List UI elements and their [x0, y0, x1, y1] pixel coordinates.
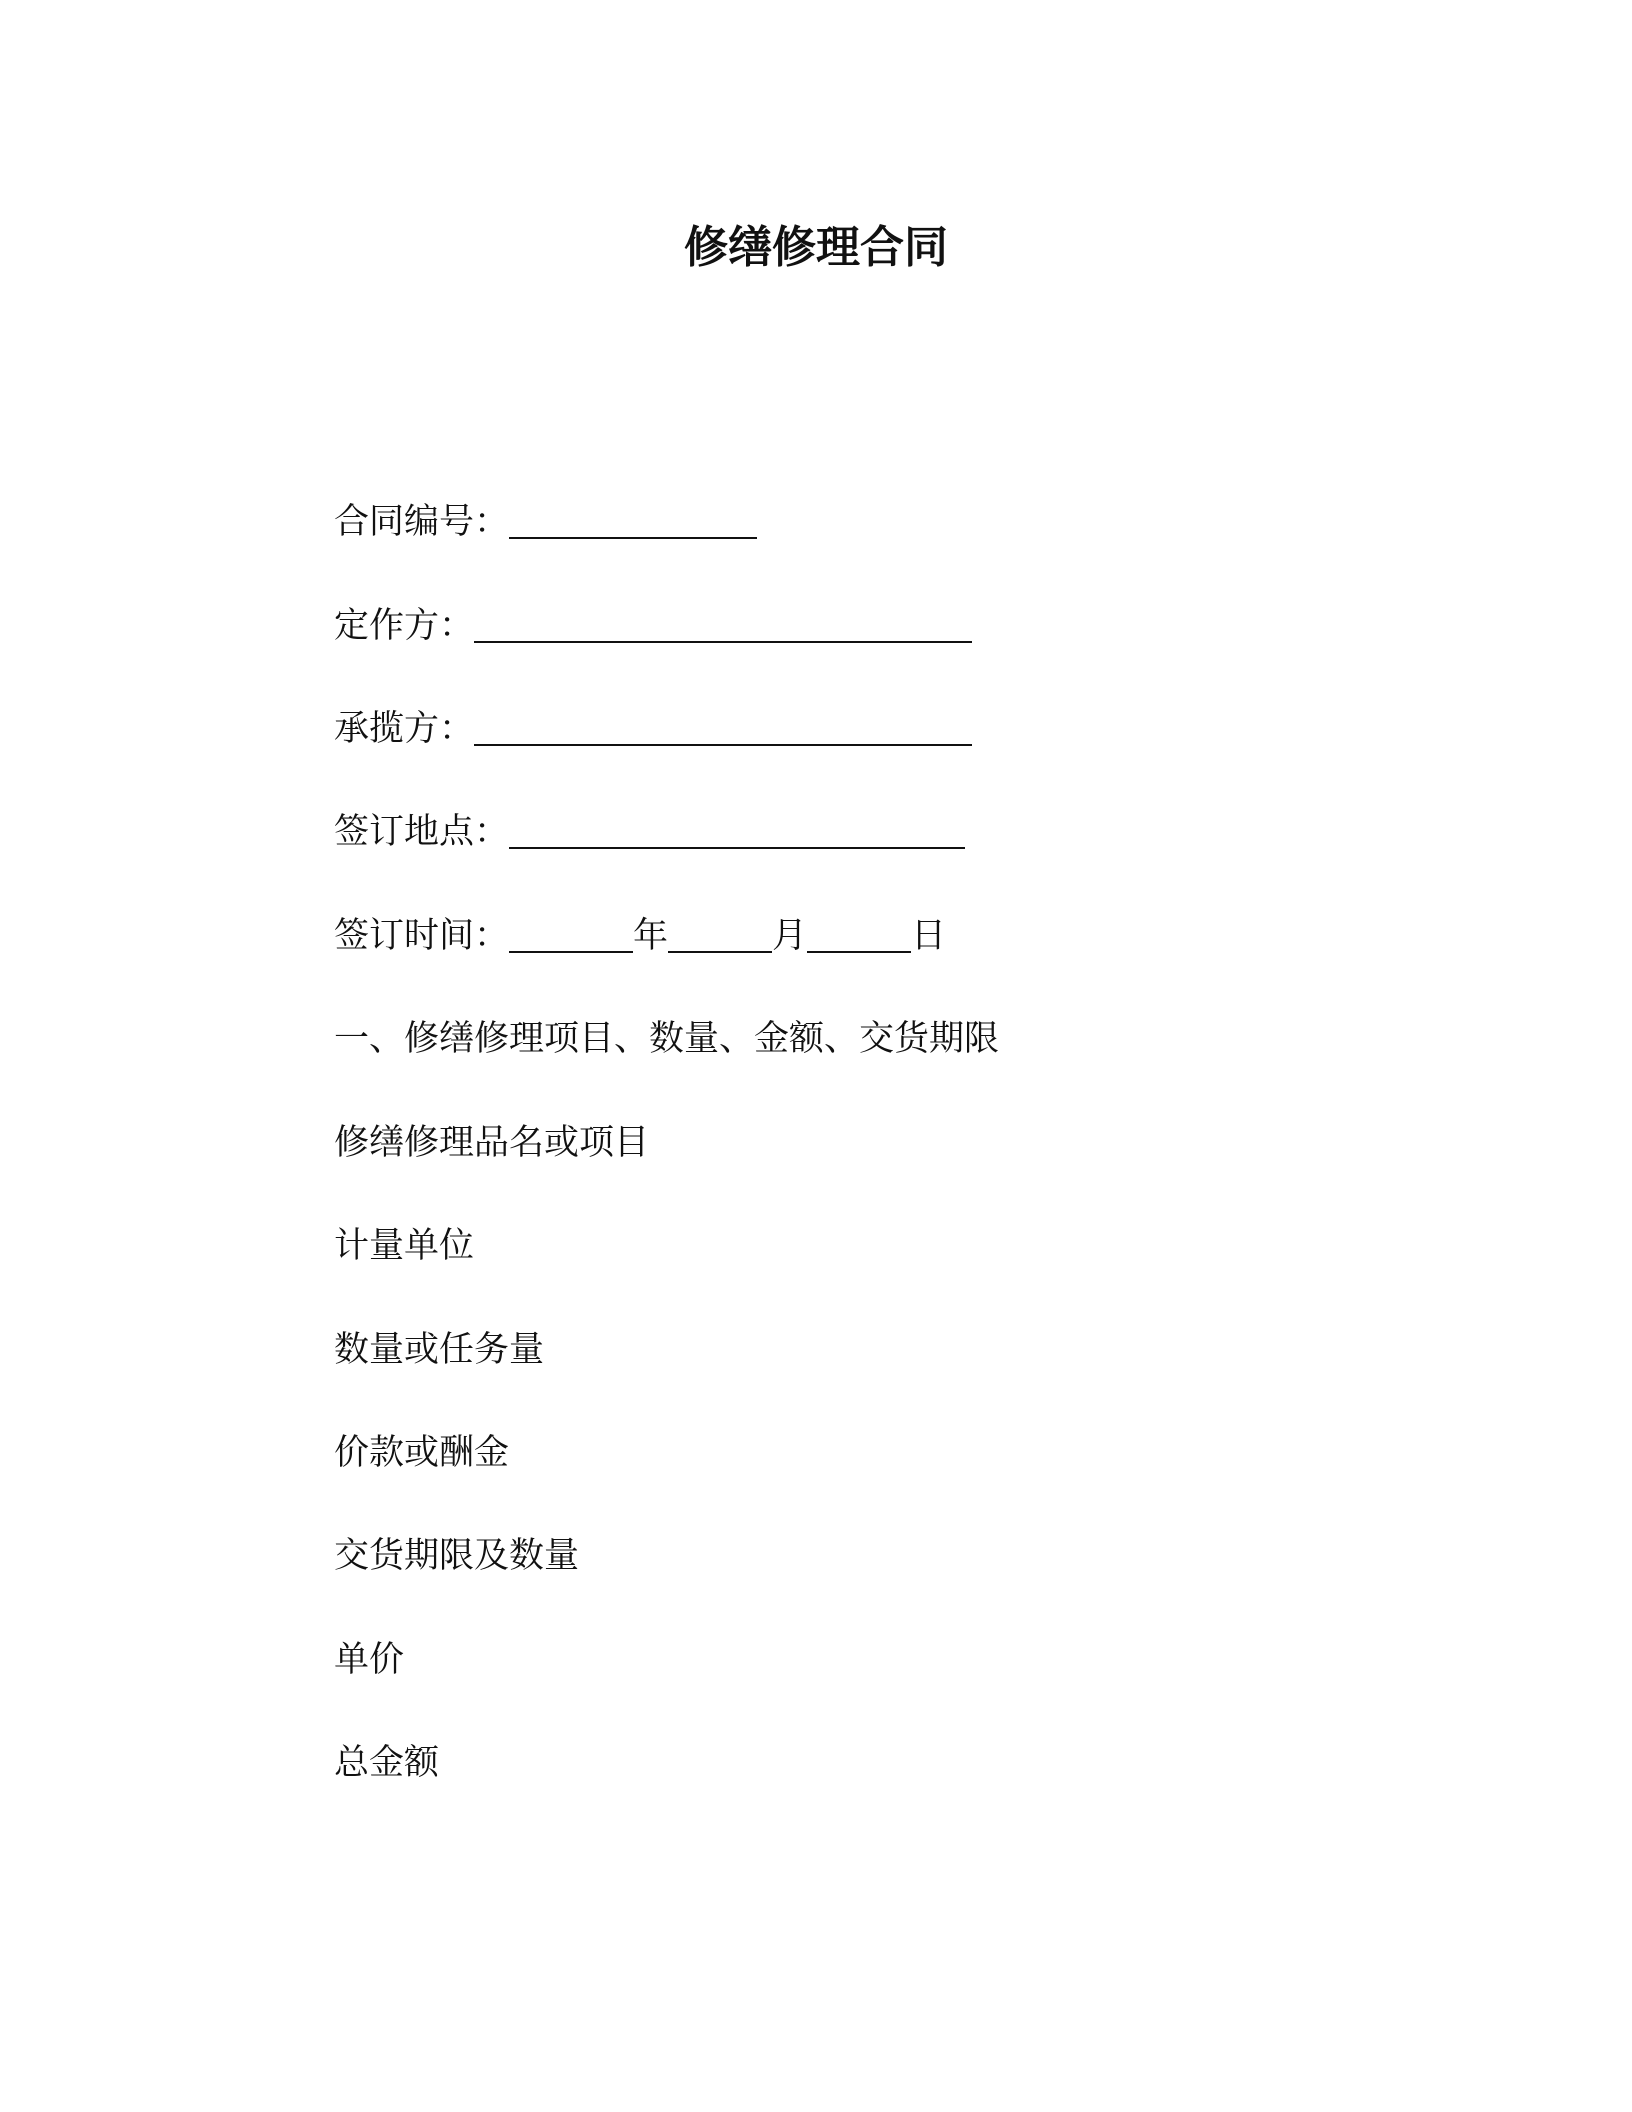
contract-number-line	[334, 498, 757, 546]
month-label: 月	[772, 916, 808, 956]
year-label: 年	[633, 916, 669, 956]
contractor-label: 承揽方：	[334, 709, 475, 749]
year-blank[interactable]	[509, 923, 633, 953]
item-line: 总金额	[334, 1743, 440, 1783]
orderer-blank[interactable]	[474, 613, 972, 643]
contract-number-label: 合同编号：	[334, 502, 510, 542]
item-line: 修缮修理品名或项目	[334, 1123, 650, 1163]
item-line: 单价	[334, 1640, 405, 1680]
sign-place-line	[334, 808, 965, 856]
sign-place-label: 签订地点：	[334, 812, 510, 852]
item-line: 交货期限及数量	[334, 1536, 580, 1576]
contract-number-blank[interactable]	[509, 509, 757, 539]
contractor-line	[334, 705, 972, 753]
month-blank[interactable]	[668, 923, 772, 953]
orderer-line	[334, 602, 972, 650]
item-line: 数量或任务量	[334, 1330, 545, 1370]
orderer-label: 定作方：	[334, 606, 475, 646]
sign-time-label: 签订时间：	[334, 916, 510, 956]
item-line: 计量单位	[334, 1226, 475, 1266]
document-title: 修缮修理合同	[684, 222, 948, 273]
sign-place-blank[interactable]	[509, 819, 965, 849]
section-heading: 一、修缮修理项目、数量、金额、交货期限	[334, 1019, 1000, 1059]
item-line: 价款或酬金	[334, 1433, 510, 1473]
contractor-blank[interactable]	[474, 716, 972, 746]
sign-time-line	[334, 912, 946, 960]
day-label: 日	[911, 916, 947, 956]
day-blank[interactable]	[807, 923, 911, 953]
